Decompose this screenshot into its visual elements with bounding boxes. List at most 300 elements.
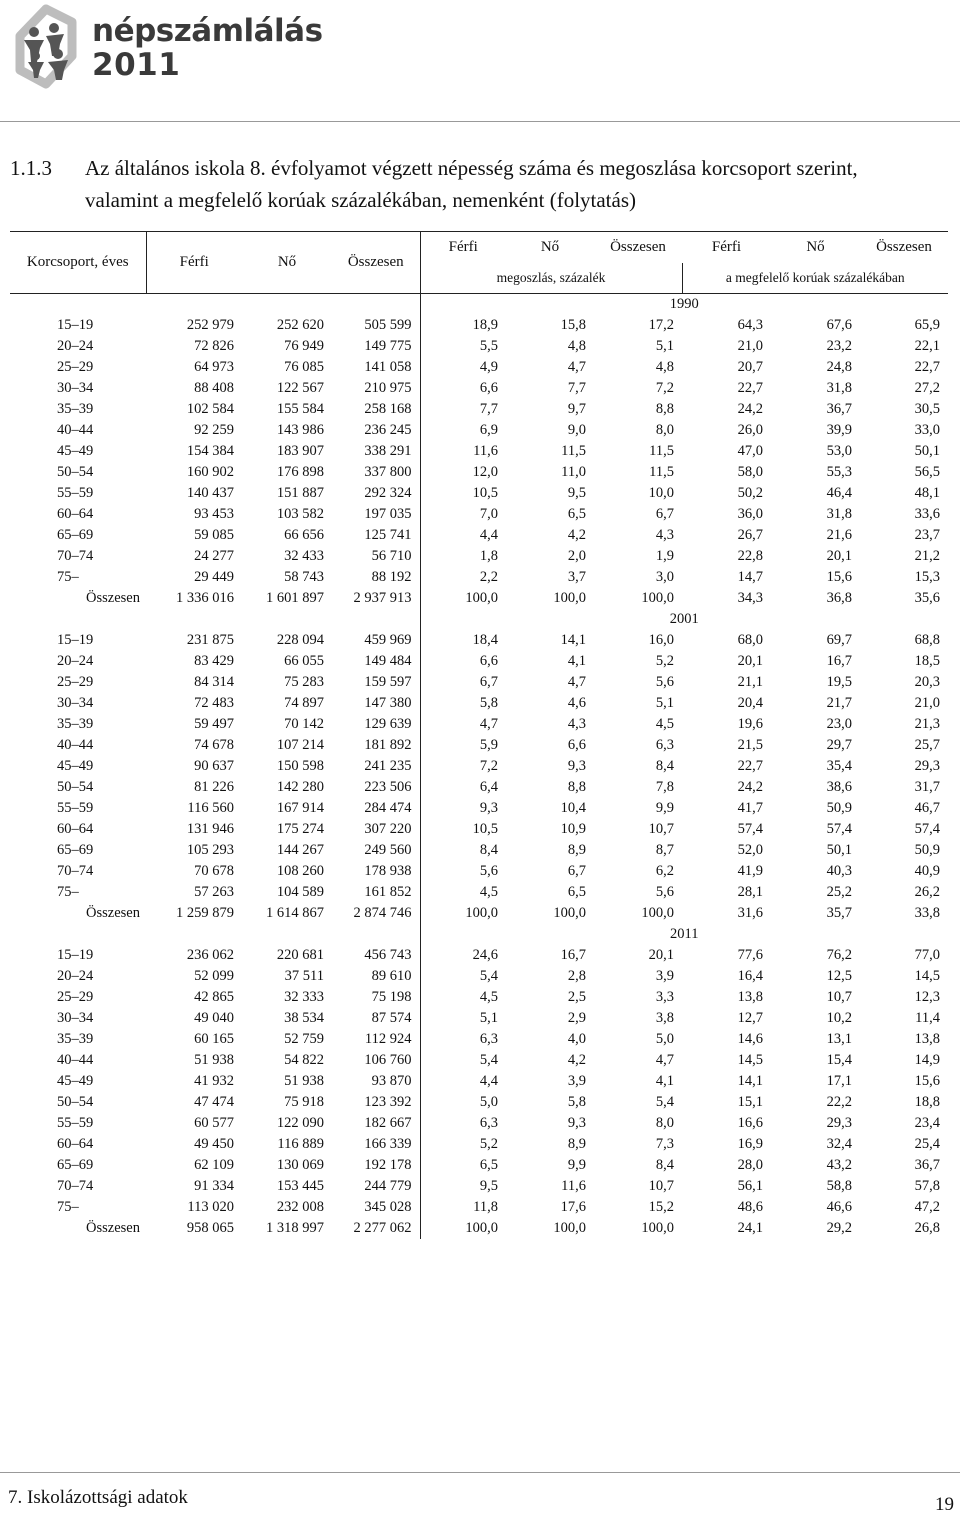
value-cell: 2 874 746 — [332, 903, 420, 924]
age-group-cell: 35–39 — [57, 401, 94, 417]
value-cell: 181 892 — [332, 735, 420, 756]
header-group-distribution: megoszlás, százalék — [420, 263, 682, 294]
value-cell: 48,6 — [737, 1199, 763, 1215]
age-group-cell: 25–29 — [57, 674, 94, 690]
value-cell: 5,4 — [479, 968, 498, 984]
value-cell: 66 656 — [284, 527, 324, 543]
value-cell: 15,1 — [737, 1094, 763, 1110]
value-cell: 236 245 — [332, 420, 420, 441]
value-cell: 21,0 — [737, 338, 763, 354]
value-cell: 50,9 — [826, 800, 852, 816]
value-cell: 6,7 — [655, 506, 674, 522]
value-cell: 10,9 — [560, 821, 586, 837]
value-cell: 4,3 — [567, 716, 586, 732]
value-cell: 15,4 — [826, 1052, 852, 1068]
value-cell: 40,9 — [914, 863, 940, 879]
value-cell: 56,1 — [737, 1178, 763, 1194]
value-cell: 29,2 — [826, 1220, 852, 1236]
value-cell: 31,8 — [826, 380, 852, 396]
value-cell: 31,6 — [737, 905, 763, 921]
value-cell: 2 937 913 — [332, 588, 420, 609]
total-row — [10, 1218, 948, 1239]
value-cell: 26,0 — [737, 422, 763, 438]
value-cell: 57,8 — [914, 1178, 940, 1194]
table-row — [10, 714, 948, 735]
value-cell: 175 274 — [276, 821, 324, 837]
value-cell: 6,7 — [567, 863, 586, 879]
value-cell: 147 380 — [332, 693, 420, 714]
year-row-spacer — [242, 924, 332, 945]
table-row — [10, 861, 948, 882]
value-cell: 58 743 — [284, 569, 324, 585]
value-cell: 12,0 — [472, 464, 498, 480]
age-group-cell: Összesen — [86, 905, 140, 921]
value-cell: 76 949 — [284, 338, 324, 354]
value-cell: 28,0 — [737, 1157, 763, 1173]
value-cell: 21,0 — [914, 695, 940, 711]
age-group-cell: Összesen — [86, 1220, 140, 1236]
value-cell: 122 567 — [276, 380, 324, 396]
age-group-cell: 35–39 — [57, 1031, 94, 1047]
table-row — [10, 987, 948, 1008]
table-row — [10, 777, 948, 798]
value-cell: 53,0 — [826, 443, 852, 459]
value-cell: 252 979 — [186, 317, 234, 333]
age-group-cell: 40–44 — [57, 1052, 94, 1068]
value-cell: 1,8 — [479, 548, 498, 564]
value-cell: 46,6 — [826, 1199, 852, 1215]
value-cell: 41,7 — [737, 800, 763, 816]
value-cell: 210 975 — [332, 378, 420, 399]
year-label: 2011 — [670, 926, 699, 942]
age-group-cell: 75– — [57, 569, 79, 585]
value-cell: 6,2 — [655, 863, 674, 879]
value-cell: 197 035 — [332, 504, 420, 525]
value-cell: 15,3 — [914, 569, 940, 585]
value-cell: 6,3 — [479, 1031, 498, 1047]
value-cell: 74 897 — [284, 695, 324, 711]
value-cell: 47,2 — [914, 1199, 940, 1215]
value-cell: 56 710 — [332, 546, 420, 567]
value-cell: 9,9 — [655, 800, 674, 816]
value-cell: 1 336 016 — [176, 590, 234, 606]
value-cell: 8,4 — [655, 1157, 674, 1173]
table-row — [10, 819, 948, 840]
value-cell: 48,1 — [914, 485, 940, 501]
value-cell: 58,0 — [737, 464, 763, 480]
value-cell: 84 314 — [194, 674, 234, 690]
value-cell: 116 889 — [277, 1136, 324, 1152]
value-cell: 16,7 — [560, 947, 586, 963]
value-cell: 9,9 — [567, 1157, 586, 1173]
value-cell: 176 898 — [276, 464, 324, 480]
value-cell: 75 918 — [284, 1094, 324, 1110]
age-group-cell: 30–34 — [57, 1010, 94, 1026]
value-cell: 12,3 — [914, 989, 940, 1005]
value-cell: 159 597 — [332, 672, 420, 693]
value-cell: 4,1 — [655, 1073, 674, 1089]
value-cell: 50,1 — [826, 842, 852, 858]
value-cell: 88 192 — [332, 567, 420, 588]
value-cell: 33,0 — [914, 422, 940, 438]
value-cell: 2,8 — [567, 968, 586, 984]
value-cell: 8,4 — [479, 842, 498, 858]
value-cell: 10,4 — [560, 800, 586, 816]
value-cell: 15,6 — [914, 1073, 940, 1089]
value-cell: 11,5 — [649, 443, 674, 459]
value-cell: 9,7 — [567, 401, 586, 417]
age-group-cell: Összesen — [86, 590, 140, 606]
value-cell: 17,6 — [560, 1199, 586, 1215]
value-cell: 20,1 — [737, 653, 763, 669]
age-group-cell: 25–29 — [57, 359, 94, 375]
value-cell: 129 639 — [332, 714, 420, 735]
year-label: 2001 — [669, 611, 699, 627]
census-figures-icon — [6, 4, 86, 90]
value-cell: 25,2 — [826, 884, 852, 900]
age-group-cell: 15–19 — [57, 947, 94, 963]
value-cell: 11,6 — [473, 443, 498, 459]
age-group-cell: 20–24 — [57, 968, 94, 984]
value-cell: 93 453 — [194, 506, 234, 522]
value-cell: 51 938 — [284, 1073, 324, 1089]
value-cell: 68,8 — [914, 632, 940, 648]
value-cell: 9,3 — [479, 800, 498, 816]
value-cell: 13,8 — [737, 989, 763, 1005]
value-cell: 49 450 — [194, 1136, 234, 1152]
age-group-cell: 55–59 — [57, 485, 94, 501]
value-cell: 4,7 — [567, 359, 586, 375]
header-col-female: Nő — [242, 232, 332, 294]
value-cell: 16,4 — [737, 968, 763, 984]
age-group-cell: 70–74 — [57, 863, 94, 879]
value-cell: 338 291 — [332, 441, 420, 462]
value-cell: 88 408 — [194, 380, 234, 396]
value-cell: 249 560 — [332, 840, 420, 861]
value-cell: 143 986 — [276, 422, 324, 438]
value-cell: 104 589 — [276, 884, 324, 900]
value-cell: 77,6 — [737, 947, 763, 963]
value-cell: 20,3 — [914, 674, 940, 690]
value-cell: 57,4 — [914, 821, 940, 837]
value-cell: 8,9 — [567, 842, 586, 858]
value-cell: 113 020 — [187, 1199, 234, 1215]
value-cell: 14,7 — [737, 569, 763, 585]
age-group-cell: 75– — [57, 1199, 79, 1215]
value-cell: 4,2 — [567, 527, 586, 543]
year-row — [10, 294, 948, 316]
value-cell: 74 678 — [194, 737, 234, 753]
table-row — [10, 630, 948, 651]
header-col-pct-female: Nő — [771, 232, 860, 264]
value-cell: 8,8 — [655, 401, 674, 417]
value-cell: 232 008 — [276, 1199, 324, 1215]
title-line-1: Az általános iskola 8. évfolyamot végzett népesség száma és megoszlása korcsoport szerint, — [85, 156, 858, 180]
value-cell: 56,5 — [914, 464, 940, 480]
value-cell: 22,2 — [826, 1094, 852, 1110]
value-cell: 5,8 — [479, 695, 498, 711]
value-cell: 5,1 — [655, 695, 674, 711]
value-cell: 24,1 — [737, 1220, 763, 1236]
value-cell: 456 743 — [332, 945, 420, 966]
value-cell: 37 511 — [284, 968, 324, 984]
year-row-spacer — [10, 294, 146, 316]
header-col-pct-male: Férfi — [682, 232, 771, 264]
value-cell: 100,0 — [553, 905, 586, 921]
value-cell: 15,6 — [826, 569, 852, 585]
value-cell: 161 852 — [332, 882, 420, 903]
age-group-cell: 45–49 — [57, 443, 94, 459]
value-cell: 29,3 — [914, 758, 940, 774]
value-cell: 10,5 — [472, 821, 498, 837]
value-cell: 6,3 — [655, 737, 674, 753]
value-cell: 5,0 — [655, 1031, 674, 1047]
age-group-cell: 15–19 — [57, 317, 94, 333]
table-row — [10, 1050, 948, 1071]
value-cell: 17,2 — [648, 317, 674, 333]
value-cell: 8,4 — [655, 758, 674, 774]
page-header — [0, 0, 960, 122]
value-cell: 36,7 — [826, 401, 852, 417]
age-group-cell: 30–34 — [57, 380, 94, 396]
value-cell: 22,1 — [914, 338, 940, 354]
value-cell: 60 165 — [194, 1031, 234, 1047]
table-row — [10, 1197, 948, 1218]
value-cell: 1 601 897 — [266, 590, 324, 606]
year-row-spacer — [146, 924, 242, 945]
value-cell: 87 574 — [332, 1008, 420, 1029]
value-cell: 64 973 — [194, 359, 234, 375]
value-cell: 55,3 — [826, 464, 852, 480]
value-cell: 22,7 — [737, 758, 763, 774]
value-cell: 46,4 — [826, 485, 852, 501]
table-row — [10, 1071, 948, 1092]
age-group-cell: 45–49 — [57, 758, 94, 774]
table-row — [10, 756, 948, 777]
value-cell: 107 214 — [276, 737, 324, 753]
value-cell: 18,9 — [472, 317, 498, 333]
value-cell: 23,4 — [914, 1115, 940, 1131]
table-row — [10, 693, 948, 714]
value-cell: 17,1 — [826, 1073, 852, 1089]
value-cell: 9,3 — [567, 758, 586, 774]
value-cell: 4,5 — [479, 989, 498, 1005]
value-cell: 151 887 — [276, 485, 324, 501]
value-cell: 345 028 — [332, 1197, 420, 1218]
value-cell: 155 584 — [276, 401, 324, 417]
age-group-cell: 65–69 — [57, 527, 94, 543]
value-cell: 103 582 — [276, 506, 324, 522]
value-cell: 50,9 — [914, 842, 940, 858]
table-row — [10, 357, 948, 378]
value-cell: 3,7 — [567, 569, 586, 585]
value-cell: 125 741 — [332, 525, 420, 546]
value-cell: 60 577 — [194, 1115, 234, 1131]
value-cell: 958 065 — [186, 1220, 234, 1236]
value-cell: 26,2 — [914, 884, 940, 900]
value-cell: 220 681 — [276, 947, 324, 963]
value-cell: 10,2 — [826, 1010, 852, 1026]
table-row — [10, 441, 948, 462]
value-cell: 24,8 — [826, 359, 852, 375]
value-cell: 100,0 — [553, 1220, 586, 1236]
value-cell: 5,8 — [567, 1094, 586, 1110]
value-cell: 41 932 — [194, 1073, 234, 1089]
value-cell: 4,5 — [479, 884, 498, 900]
value-cell: 6,6 — [567, 737, 586, 753]
value-cell: 14,1 — [737, 1073, 763, 1089]
table-row — [10, 567, 948, 588]
value-cell: 22,8 — [737, 548, 763, 564]
value-cell: 59 085 — [194, 527, 234, 543]
footer-divider — [0, 1472, 960, 1473]
table-row — [10, 399, 948, 420]
year-row-spacer — [10, 924, 146, 945]
value-cell: 6,6 — [479, 380, 498, 396]
value-cell: 24,6 — [472, 947, 498, 963]
value-cell: 32 333 — [284, 989, 324, 1005]
value-cell: 5,0 — [479, 1094, 498, 1110]
age-group-cell: 30–34 — [57, 695, 94, 711]
value-cell: 22,7 — [914, 359, 940, 375]
value-cell: 46,7 — [914, 800, 940, 816]
value-cell: 30,5 — [914, 401, 940, 417]
value-cell: 16,7 — [826, 653, 852, 669]
population-table — [10, 231, 948, 1239]
value-cell: 29 449 — [194, 569, 234, 585]
table-row — [10, 966, 948, 987]
table-body — [10, 294, 948, 1240]
value-cell: 57 263 — [194, 884, 234, 900]
value-cell: 241 235 — [332, 756, 420, 777]
value-cell: 18,5 — [914, 653, 940, 669]
chapter-label: 7. Iskolázottsági adatok — [8, 1487, 188, 1508]
table-row — [10, 336, 948, 357]
value-cell: 100,0 — [553, 590, 586, 606]
value-cell: 144 267 — [276, 842, 324, 858]
age-group-cell: 60–64 — [57, 821, 94, 837]
value-cell: 36,7 — [914, 1157, 940, 1173]
table-row — [10, 546, 948, 567]
header-col-male: Férfi — [146, 232, 242, 294]
age-group-cell: 60–64 — [57, 1136, 94, 1152]
value-cell: 4,8 — [567, 338, 586, 354]
value-cell: 38 534 — [284, 1010, 324, 1026]
value-cell: 70 678 — [194, 863, 234, 879]
value-cell: 33,6 — [914, 506, 940, 522]
value-cell: 5,5 — [479, 338, 498, 354]
value-cell: 5,6 — [655, 884, 674, 900]
value-cell: 100,0 — [641, 1220, 674, 1236]
value-cell: 32 433 — [284, 548, 324, 564]
value-cell: 3,8 — [655, 1010, 674, 1026]
value-cell: 2 277 062 — [332, 1218, 420, 1239]
year-row — [10, 609, 948, 630]
year-row-spacer — [242, 609, 332, 630]
value-cell: 83 429 — [194, 653, 234, 669]
value-cell: 223 506 — [332, 777, 420, 798]
value-cell: 42 865 — [194, 989, 234, 1005]
header-col-dist-female: Nő — [506, 232, 594, 264]
value-cell: 25,7 — [914, 737, 940, 753]
value-cell: 3,0 — [655, 569, 674, 585]
age-group-cell: 15–19 — [57, 632, 94, 648]
value-cell: 1 259 879 — [176, 905, 234, 921]
table-row — [10, 1029, 948, 1050]
age-group-cell: 65–69 — [57, 842, 94, 858]
table-row — [10, 1008, 948, 1029]
value-cell: 505 599 — [332, 315, 420, 336]
value-cell: 4,7 — [655, 1052, 674, 1068]
age-group-cell: 45–49 — [57, 1073, 94, 1089]
value-cell: 150 598 — [276, 758, 324, 774]
table-row — [10, 1176, 948, 1197]
value-cell: 38,6 — [826, 779, 852, 795]
value-cell: 236 062 — [186, 947, 234, 963]
value-cell: 76 085 — [284, 359, 324, 375]
value-cell: 8,7 — [655, 842, 674, 858]
value-cell: 108 260 — [276, 863, 324, 879]
value-cell: 3,3 — [655, 989, 674, 1005]
value-cell: 4,1 — [567, 653, 586, 669]
value-cell: 14,9 — [914, 1052, 940, 1068]
value-cell: 10,7 — [648, 1178, 674, 1194]
table-row — [10, 1134, 948, 1155]
table-row — [10, 651, 948, 672]
value-cell: 2,5 — [567, 989, 586, 1005]
value-cell: 3,9 — [655, 968, 674, 984]
value-cell: 23,7 — [914, 527, 940, 543]
value-cell: 20,4 — [737, 695, 763, 711]
value-cell: 7,3 — [655, 1136, 674, 1152]
value-cell: 92 259 — [194, 422, 234, 438]
title-line-2: valamint a megfelelő korúak százalékában, nemenként (folytatás) — [85, 188, 637, 212]
table-header — [10, 232, 948, 294]
table-row — [10, 1155, 948, 1176]
value-cell: 93 870 — [332, 1071, 420, 1092]
value-cell: 14,5 — [737, 1052, 763, 1068]
age-group-cell: 70–74 — [57, 1178, 94, 1194]
value-cell: 6,5 — [479, 1157, 498, 1173]
value-cell: 66 055 — [284, 653, 324, 669]
header-col-total: Összesen — [332, 232, 420, 294]
total-row — [10, 903, 948, 924]
value-cell: 21,5 — [737, 737, 763, 753]
value-cell: 160 902 — [186, 464, 234, 480]
value-cell: 9,5 — [567, 485, 586, 501]
value-cell: 6,7 — [479, 674, 498, 690]
value-cell: 11,0 — [561, 464, 586, 480]
value-cell: 6,5 — [567, 506, 586, 522]
age-group-cell: 55–59 — [57, 1115, 94, 1131]
value-cell: 100,0 — [465, 1220, 498, 1236]
logo-wordmark — [92, 14, 323, 82]
table-row — [10, 672, 948, 693]
value-cell: 43,2 — [826, 1157, 852, 1173]
year-row-spacer — [332, 609, 420, 630]
value-cell: 26,7 — [737, 527, 763, 543]
age-group-cell: 40–44 — [57, 737, 94, 753]
value-cell: 244 779 — [332, 1176, 420, 1197]
age-group-cell: 50–54 — [57, 779, 94, 795]
value-cell: 252 620 — [276, 317, 324, 333]
value-cell: 122 090 — [276, 1115, 324, 1131]
value-cell: 130 069 — [276, 1157, 324, 1173]
value-cell: 292 324 — [332, 483, 420, 504]
table-title — [10, 152, 955, 216]
value-cell: 26,8 — [914, 1220, 940, 1236]
value-cell: 2,2 — [479, 569, 498, 585]
